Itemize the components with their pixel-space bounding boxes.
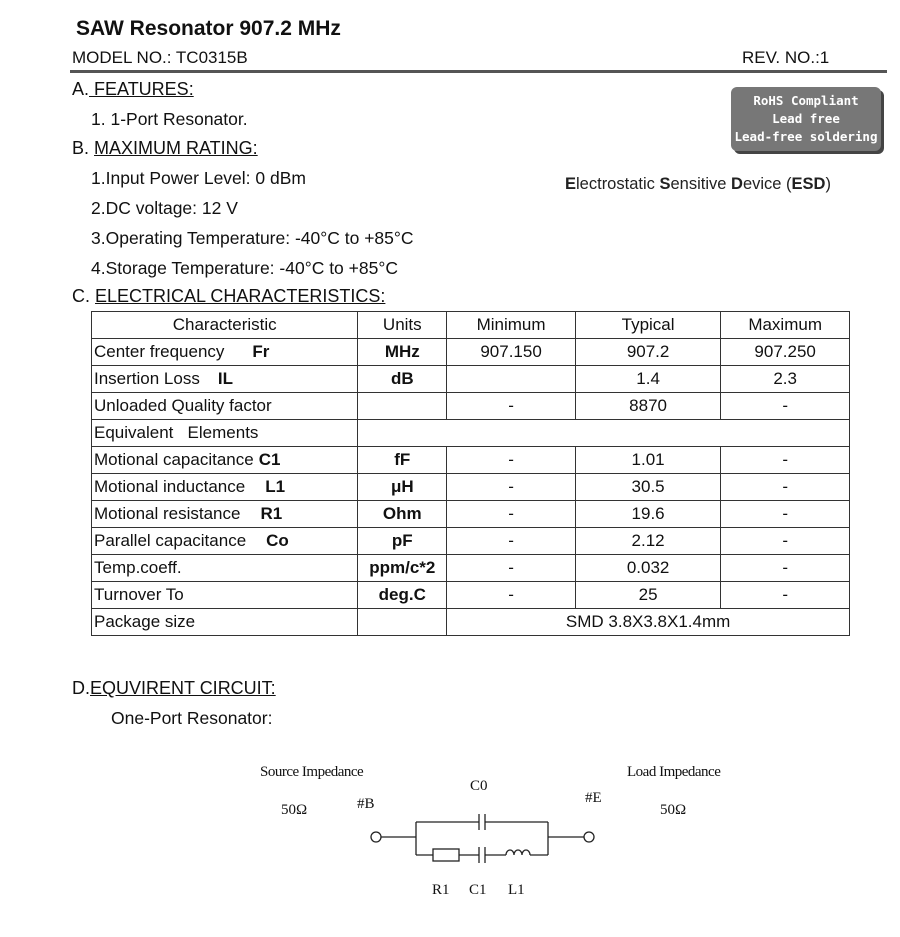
row-name — [92, 528, 358, 555]
c1-label: C1 — [469, 882, 487, 898]
row-min: - — [447, 501, 576, 528]
row-max: - — [721, 501, 850, 528]
row-unit — [358, 393, 447, 420]
esd-letter-e: E — [565, 175, 577, 193]
row-max: 907.250 — [721, 339, 850, 366]
rohs-line-2: Lead free — [772, 111, 840, 126]
row-max: - — [721, 528, 850, 555]
row-min: - — [447, 528, 576, 555]
row-min: 907.150 — [447, 339, 576, 366]
circuit-heading — [72, 678, 276, 699]
row-unit: Ohm — [358, 501, 447, 528]
row-name: Temp.coeff. — [92, 555, 358, 582]
esd-abbr: ESD — [791, 175, 826, 193]
l1-label: L1 — [508, 882, 525, 898]
max-rating-item-4: 4.Storage Temperature: -40°C to +85°C — [91, 258, 398, 278]
esd-notice — [565, 175, 831, 194]
param-label: Insertion Loss — [94, 369, 200, 388]
row-name: Unloaded Quality factor — [92, 393, 358, 420]
table-row — [92, 582, 850, 609]
rohs-badge — [731, 87, 881, 151]
package-size-unit — [358, 609, 447, 636]
param-label: Motional resistance — [94, 504, 241, 523]
col-typical: Typical — [575, 312, 720, 339]
max-rating-item-2: 2.DC voltage: 12 V — [91, 198, 238, 218]
circuit-title: EQUVIRENT CIRCUIT: — [90, 678, 276, 698]
header-divider — [70, 70, 887, 73]
table-row-package — [92, 609, 850, 636]
load-impedance-value: 50Ω — [660, 802, 687, 818]
row-name — [92, 339, 358, 366]
electrical-heading — [72, 286, 385, 307]
param-symbol: R1 — [260, 504, 283, 523]
row-name: Turnover To — [92, 582, 358, 609]
row-name — [92, 501, 358, 528]
terminal-b-icon — [371, 832, 381, 842]
row-unit: fF — [358, 447, 447, 474]
model-number: MODEL NO.: TC0315B — [72, 48, 248, 67]
col-units: Units — [358, 312, 447, 339]
esd-close: ) — [825, 175, 831, 193]
row-name — [92, 366, 358, 393]
esd-word-3: evice ( — [742, 175, 792, 193]
param-label: Parallel capacitance — [94, 531, 247, 550]
param-label: Motional capacitance — [94, 450, 254, 469]
c0-label: C0 — [470, 778, 488, 794]
terminal-e-icon — [584, 832, 594, 842]
row-unit: dB — [358, 366, 447, 393]
max-rating-heading — [72, 138, 258, 159]
circuit-subtitle: One-Port Resonator: — [111, 708, 273, 728]
max-rating-item-3: 3.Operating Temperature: -40°C to +85°C — [91, 228, 414, 248]
row-typ: 2.12 — [575, 528, 720, 555]
row-typ: 907.2 — [575, 339, 720, 366]
features-prefix: A. — [72, 79, 90, 99]
row-min: - — [447, 555, 576, 582]
r1-label: R1 — [432, 882, 450, 898]
max-rating-prefix: B. — [72, 138, 95, 158]
row-typ: 0.032 — [575, 555, 720, 582]
esd-word-1: lectrostatic — [576, 175, 660, 193]
esd-word-2: ensitive — [670, 175, 732, 193]
col-characteristic: Characteristic — [92, 312, 358, 339]
row-max: - — [721, 447, 850, 474]
row-unit: MHz — [358, 339, 447, 366]
source-impedance-label: Source Impedance — [260, 764, 364, 780]
features-heading — [72, 79, 194, 100]
esd-letter-s: S — [659, 175, 671, 193]
document-title: SAW Resonator 907.2 MHz — [76, 17, 341, 40]
param-symbol: L1 — [265, 477, 286, 496]
feature-item-1: 1. 1-Port Resonator. — [91, 109, 248, 129]
table-row — [92, 528, 850, 555]
equivalent-elements-label: Equivalent Elements — [92, 420, 358, 447]
table-row — [92, 339, 850, 366]
row-unit: μH — [358, 474, 447, 501]
row-typ: 30.5 — [575, 474, 720, 501]
row-max: - — [721, 555, 850, 582]
max-rating-item-1: 1.Input Power Level: 0 dBm — [91, 168, 306, 188]
table-row — [92, 447, 850, 474]
param-label: Center frequency — [94, 342, 225, 361]
node-e-label: #E — [585, 790, 602, 806]
table-row — [92, 555, 850, 582]
row-max: - — [721, 474, 850, 501]
row-typ: 1.4 — [575, 366, 720, 393]
revision-number: REV. NO.:1 — [742, 48, 830, 67]
table-row — [92, 474, 850, 501]
row-min — [447, 366, 576, 393]
max-rating-title: MAXIMUM RATING: — [94, 138, 258, 158]
circuit-prefix: D. — [72, 678, 90, 698]
row-name — [92, 447, 358, 474]
r1-resistor-icon — [433, 849, 459, 861]
row-name — [92, 474, 358, 501]
row-unit: deg.C — [358, 582, 447, 609]
load-impedance-label: Load Impedance — [627, 764, 721, 780]
electrical-prefix: C. — [72, 286, 96, 306]
source-impedance-value: 50Ω — [281, 802, 308, 818]
row-min: - — [447, 447, 576, 474]
node-b-label: #B — [357, 796, 375, 812]
electrical-title: ELECTRICAL CHARACTERISTICS: — [95, 286, 386, 306]
equivalent-circuit-diagram — [360, 805, 610, 870]
table-row — [92, 366, 850, 393]
electrical-table — [91, 311, 850, 636]
table-row — [92, 501, 850, 528]
row-typ: 1.01 — [575, 447, 720, 474]
esd-letter-d: D — [731, 175, 743, 193]
l1-inductor-icon — [506, 850, 530, 855]
row-unit: ppm/c*2 — [358, 555, 447, 582]
table-header-row — [92, 312, 850, 339]
param-symbol: Fr — [252, 342, 270, 361]
rohs-line-3: Lead-free soldering — [734, 129, 878, 144]
equivalent-elements-blank — [358, 420, 850, 447]
row-typ: 25 — [575, 582, 720, 609]
param-label: Motional inductance — [94, 477, 246, 496]
rohs-line-1: RoHS Compliant — [753, 93, 859, 108]
row-min: - — [447, 393, 576, 420]
param-symbol: IL — [217, 369, 233, 388]
row-unit: pF — [358, 528, 447, 555]
col-minimum: Minimum — [447, 312, 576, 339]
row-max: - — [721, 582, 850, 609]
row-max: - — [721, 393, 850, 420]
row-min: - — [447, 474, 576, 501]
table-row — [92, 393, 850, 420]
row-max: 2.3 — [721, 366, 850, 393]
table-row-equivalent — [92, 420, 850, 447]
package-size-label: Package size — [92, 609, 358, 636]
param-symbol: C1 — [258, 450, 281, 469]
col-maximum: Maximum — [721, 312, 850, 339]
row-typ: 8870 — [575, 393, 720, 420]
features-title: FEATURES: — [89, 79, 194, 99]
param-symbol: Co — [266, 531, 289, 550]
row-min: - — [447, 582, 576, 609]
row-typ: 19.6 — [575, 501, 720, 528]
package-size-value: SMD 3.8X3.8X1.4mm — [447, 609, 850, 636]
